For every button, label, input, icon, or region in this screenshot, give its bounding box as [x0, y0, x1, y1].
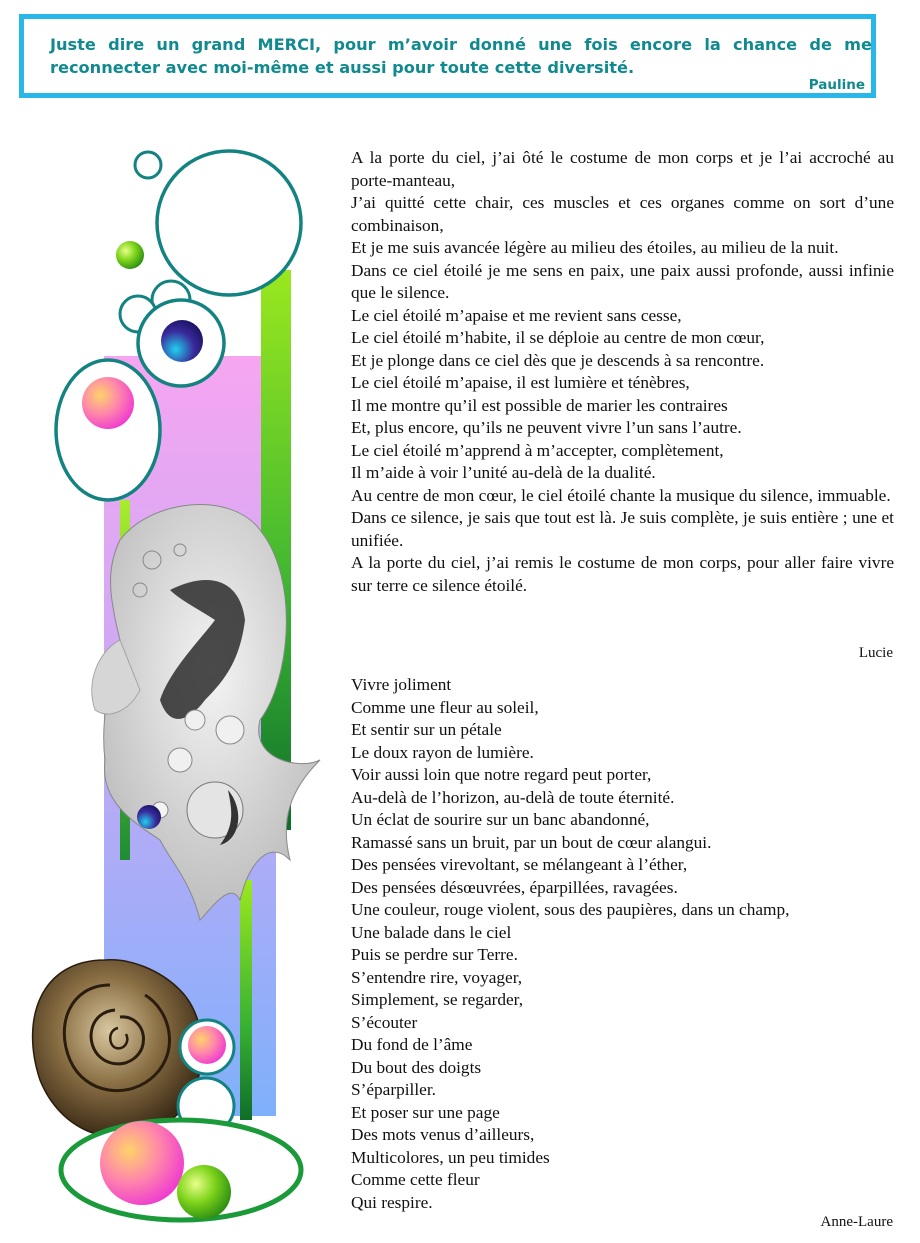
poem-line: Voir aussi loin que notre regard peut porter, [351, 765, 652, 784]
quote-box [19, 14, 876, 98]
decorative-illustration [0, 120, 340, 1243]
ring-small [135, 152, 161, 178]
pink-ball-bottom-small [188, 1026, 226, 1064]
poem-line: Le ciel étoilé m’apaise et me revient sans cesse, [351, 305, 682, 325]
poem-line: Des pensées désœuvrées, éparpillées, ravagées. [351, 877, 678, 897]
poem-line: Du fond de l’âme [351, 1035, 473, 1054]
poem-line: Et je plonge dans ce ciel dès que je descends à sa rencontre. [351, 350, 765, 370]
poem-line: Puis se perdre sur Terre. [351, 945, 518, 964]
poem-line: Et sentir sur un pétale [351, 720, 502, 739]
green-ball-bottom [177, 1165, 231, 1219]
poem-line: J’ai quitté cette chair, ces muscles et ces organes comme on sort d’une combinaison, [351, 193, 894, 235]
author-lucie: Lucie [858, 645, 893, 661]
pink-ball-bottom-large [100, 1121, 184, 1205]
poem-line: Vivre joliment [351, 675, 452, 694]
poem-line: Le ciel étoilé m’apaise, il est lumière et ténèbres, [351, 373, 690, 392]
poem-line: Et poser sur une page [351, 1102, 500, 1122]
poem-line: Et, plus encore, qu’ils ne peuvent vivre l’un sans l’autre. [351, 418, 742, 437]
poem-line: Comme cette fleur [351, 1170, 480, 1189]
green-ball-top [116, 241, 144, 269]
poem-line: Un éclat de sourire sur un banc abandonné, [351, 810, 650, 829]
poem-line: Une balade dans le ciel [351, 922, 512, 942]
poem-line: Multicolores, un peu timides [351, 1147, 550, 1167]
poem-line: Au centre de mon cœur, le ciel étoilé chante la musique du silence, immuable. [351, 485, 891, 505]
poem-line: Une couleur, rouge violent, sous des paupières, dans un champ, [351, 900, 790, 919]
poem-anne-laure [351, 674, 894, 1214]
poem-line: Qui respire. [351, 1192, 433, 1212]
poem-line: Du bout des doigts [351, 1057, 482, 1077]
poem-line: A la porte du ciel, j’ai ôté le costume de mon corps et je l’ai accroché au porte-manteau, [351, 148, 894, 190]
navy-ball [161, 320, 203, 362]
poem-line: Le doux rayon de lumière. [351, 742, 534, 762]
poem-line: S’éparpiller. [351, 1080, 436, 1099]
pink-ball-top [82, 377, 134, 429]
green-bar-bottom [240, 880, 252, 1120]
poem-line: Des pensées virevoltant, se mélangeant à l’éther, [351, 855, 688, 874]
ring-large [157, 151, 301, 295]
poem-line: Et je me suis avancée légère au milieu des étoiles, au milieu de la nuit. [351, 238, 839, 257]
poem-line: Dans ce ciel étoilé je me sens en paix, une paix aussi profonde, aussi infinie que le silence. [351, 260, 894, 302]
poem-line: Il me montre qu’il est possible de marier les contraires [351, 395, 728, 415]
poem-line: Le ciel étoilé m’apprend à m’accepter, complètement, [351, 440, 724, 460]
quote-author: Pauline [808, 77, 865, 93]
poem-line: Ramassé sans un bruit, par un bout de cœur alangui. [351, 832, 712, 852]
poem-line: S’écouter [351, 1012, 418, 1032]
poem-line: Au-delà de l’horizon, au-delà de toute éternité. [351, 787, 675, 807]
poem-line: Dans ce silence, je sais que tout est là. Je suis complète, je suis entière ; une et unifiée. [351, 508, 894, 550]
poem-line: S’entendre rire, voyager, [351, 967, 523, 987]
poem-lucie [351, 147, 894, 597]
poem-line: Comme une fleur au soleil, [351, 697, 539, 717]
author-anne-laure: Anne-Laure [820, 1214, 893, 1230]
snail-shell [33, 960, 203, 1138]
poem-line: Le ciel étoilé m’habite, il se déploie au centre de mon cœur, [351, 328, 765, 347]
navy-ball-small [137, 805, 161, 829]
poem-line: Il m’aide à voir l’unité au-delà de la dualité. [351, 463, 656, 482]
quote-text: Juste dire un grand MERCI, pour m’avoir donné une fois encore la chance de me reconnecter avec moi-même et aussi pour toute cette diversité. [50, 35, 872, 77]
poem-line: Simplement, se regarder, [351, 990, 524, 1009]
poem-line: A la porte du ciel, j’ai remis le costume de mon corps, pour aller faire vivre sur terre ce silence étoilé. [351, 553, 894, 595]
poem-line: Des mots venus d’ailleurs, [351, 1125, 535, 1144]
